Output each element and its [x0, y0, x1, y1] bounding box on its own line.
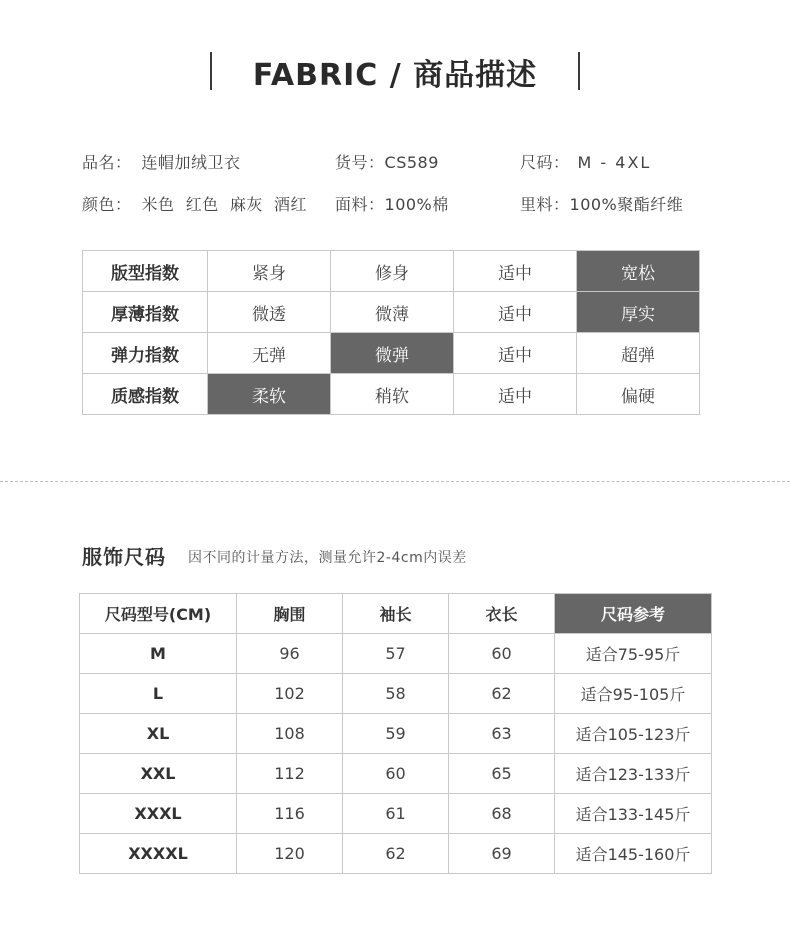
info-size: [520, 150, 651, 173]
size-section-title: 服饰尺码: [82, 545, 166, 569]
info-name: [82, 150, 241, 173]
reference-cell: 适合145-160斤: [555, 834, 712, 874]
length-cell: 68: [449, 794, 555, 834]
fabric-option-selected: 宽松: [577, 251, 700, 292]
info-name-label: 品名：: [82, 153, 132, 172]
fabric-option: 无弹: [208, 333, 331, 374]
fabric-option-selected: 微弹: [331, 333, 454, 374]
fabric-option: 适中: [454, 292, 577, 333]
size-cell: XXXXL: [80, 834, 237, 874]
info-sku-label: 货号：: [335, 153, 385, 172]
fabric-option: 微薄: [331, 292, 454, 333]
size-header-model: 尺码型号(CM): [80, 594, 237, 634]
table-row: [80, 794, 712, 834]
fabric-option: 超弹: [577, 333, 700, 374]
sleeve-cell: 61: [343, 794, 449, 834]
size-cell: M: [80, 634, 237, 674]
info-size-value: M - 4XL: [577, 153, 652, 172]
info-size-label: 尺码：: [520, 153, 570, 172]
fabric-row: [83, 251, 700, 292]
info-fabric-label: 面料：: [335, 195, 385, 214]
fabric-option: 稍软: [331, 374, 454, 415]
sleeve-cell: 57: [343, 634, 449, 674]
size-header-length: 衣长: [449, 594, 555, 634]
info-color: [82, 192, 307, 215]
reference-cell: 适合95-105斤: [555, 674, 712, 714]
page-title: FABRIC / 商品描述: [252, 58, 538, 93]
size-cell: XL: [80, 714, 237, 754]
fabric-row-label: 版型指数: [83, 251, 208, 292]
size-table: [79, 593, 712, 874]
info-lining-label: 里料：: [520, 195, 570, 214]
fabric-row-label: 质感指数: [83, 374, 208, 415]
size-cell: XXL: [80, 754, 237, 794]
size-table-header: [80, 594, 712, 634]
length-cell: 63: [449, 714, 555, 754]
length-cell: 65: [449, 754, 555, 794]
chest-cell: 102: [237, 674, 343, 714]
info-fabric: [335, 192, 449, 215]
info-sku-value: CS589: [384, 153, 439, 172]
fabric-option: 适中: [454, 333, 577, 374]
reference-cell: 适合123-133斤: [555, 754, 712, 794]
reference-cell: 适合105-123斤: [555, 714, 712, 754]
fabric-option: 紧身: [208, 251, 331, 292]
fabric-row-label: 弹力指数: [83, 333, 208, 374]
size-section-note: 因不同的计量方法，测量允许2-4cm内误差: [188, 550, 467, 566]
table-row: [80, 834, 712, 874]
table-row: [80, 754, 712, 794]
info-color-value: 米色 红色 麻灰 酒红: [141, 195, 308, 214]
chest-cell: 116: [237, 794, 343, 834]
reference-cell: 适合133-145斤: [555, 794, 712, 834]
table-row: [80, 674, 712, 714]
fabric-option: 适中: [454, 374, 577, 415]
chest-cell: 112: [237, 754, 343, 794]
fabric-row: [83, 374, 700, 415]
sleeve-cell: 60: [343, 754, 449, 794]
sleeve-cell: 59: [343, 714, 449, 754]
fabric-option: 微透: [208, 292, 331, 333]
length-cell: 60: [449, 634, 555, 674]
fabric-option: 偏硬: [577, 374, 700, 415]
info-sku: [335, 150, 439, 173]
length-cell: 62: [449, 674, 555, 714]
section-divider: [0, 481, 790, 482]
fabric-option-selected: 柔软: [208, 374, 331, 415]
size-cell: XXXL: [80, 794, 237, 834]
chest-cell: 108: [237, 714, 343, 754]
size-header-reference: 尺码参考: [555, 594, 712, 634]
chest-cell: 120: [237, 834, 343, 874]
info-fabric-value: 100%棉: [384, 195, 449, 214]
fabric-option: 修身: [331, 251, 454, 292]
sleeve-cell: 62: [343, 834, 449, 874]
chest-cell: 96: [237, 634, 343, 674]
fabric-index-table: [82, 250, 700, 415]
info-color-label: 颜色：: [82, 195, 132, 214]
fabric-option: 适中: [454, 251, 577, 292]
size-header-sleeve: 袖长: [343, 594, 449, 634]
sleeve-cell: 58: [343, 674, 449, 714]
info-lining-value: 100%聚酯纤维: [569, 195, 684, 214]
info-name-value: 连帽加绒卫衣: [141, 153, 241, 172]
size-header-chest: 胸围: [237, 594, 343, 634]
size-cell: L: [80, 674, 237, 714]
reference-cell: 适合75-95斤: [555, 634, 712, 674]
table-row: [80, 714, 712, 754]
table-row: [80, 634, 712, 674]
header-right-divider: [578, 52, 580, 90]
fabric-row: [83, 333, 700, 374]
fabric-row: [83, 292, 700, 333]
fabric-row-label: 厚薄指数: [83, 292, 208, 333]
length-cell: 69: [449, 834, 555, 874]
info-lining: [520, 192, 683, 215]
fabric-option-selected: 厚实: [577, 292, 700, 333]
